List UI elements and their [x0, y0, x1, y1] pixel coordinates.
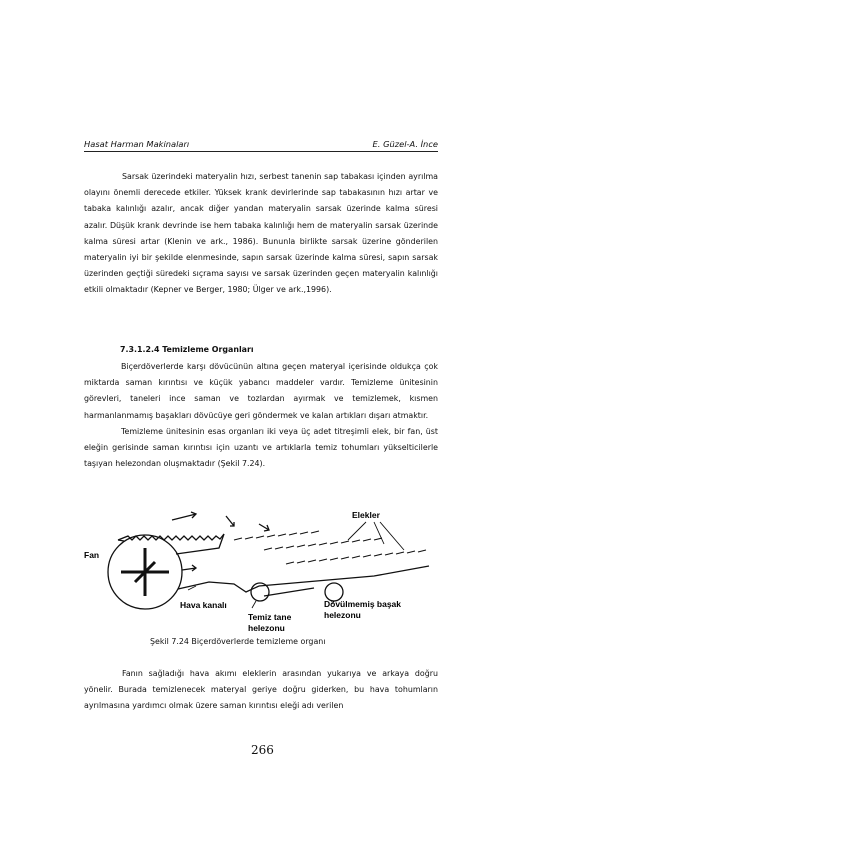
grain-flow-arrow [226, 516, 234, 526]
label-temiz-tane-helezonu: helezonu [248, 623, 285, 633]
cleaning-unit-diagram [84, 504, 440, 634]
page-number: 266 [251, 743, 274, 757]
figure-caption: Şekil 7.24 Biçerdöverlerde temizleme organı [150, 637, 326, 646]
section-heading: 7.3.1.2.4 Temizleme Organları [120, 345, 254, 354]
paragraph-text: Biçerdöverlerde karşı dövücünün altına geçen materyal içerisinde oldukça çok miktarda saman kırıntısı ve küçük yabancı maddeler vardır. Temizleme ünitesinin görevleri, taneleri ince saman ve tozlardan ayırmak ve temizlemek, kısmen harmanlanmamış başakları dövücüye geri göndermek ve kalan artıkları dışarı atmaktır. [84, 362, 438, 420]
sieve-leader-lines [348, 522, 404, 550]
air-flow-arrow [259, 524, 269, 531]
lower-sieve [286, 550, 426, 564]
upper-sieve [234, 531, 382, 550]
air-flow-arrow [172, 512, 196, 520]
fan-air-arrow [182, 565, 196, 571]
label-dovulmemis-basak: Dövülmemiş başak [324, 599, 402, 609]
label-elekler: Elekler [352, 510, 380, 520]
header-authors: E. Güzel-A. İnce [372, 139, 438, 149]
paragraph-text: Fanın sağladığı hava akımı eleklerin arasından yukarıya ve arkaya doğru yönelir. Burada temizlenecek materyal geriye doğru giderken, bu hava tohumların ayrılmasına yardımcı olmak üzere saman kırıntısı eleği adı verilen [84, 669, 438, 711]
label-dovulmemis-helezonu: helezonu [324, 610, 361, 620]
label-hava-kanali: Hava kanalı [180, 600, 227, 610]
label-temiz-tane: Temiz tane [248, 612, 292, 622]
fan-blades [121, 548, 169, 596]
paragraph-text: Sarsak üzerindeki materyalin hızı, serbest tanenin sap tabakası içinden ayrılma olayını önemli derecede etkiler. Yüksek krank devirlerinde sap tabakasının hızı artar ve tabaka kalınlığı azalır, ancak diğer yandan materyalin sarsak üzerinde kalma süresi azalır. Düşük krank devrinde ise hem tabaka kalınlığı hem de materyalin sarsak üzerinde kalma süresi artar (Klenin ve ark., 1986). Bununla birlikte sarsak üzerine gönderilen materyalin iyi bir şekilde elenmesinde, sapın sarsak üzerinde kalma süresi, sapın sarsak üzerinden geçtiği süredeki sıçrama sayısı ve sarsak üzerinden geçen materyalin kalınlığı etkili olmaktadır (Kepner ve Berger, 1980; Ülger ve ark.,1996). [84, 172, 438, 295]
air-duct-lower [178, 582, 259, 592]
body-paragraph-1 [84, 169, 438, 299]
header-book-title: Hasat Harman Makinaları [84, 139, 190, 149]
paragraph-text: Temizleme ünitesinin esas organları iki veya üç adet titreşimli elek, bir fan, üst eleğin gerisinde saman kırıntısı için uzantı ve artıklarla temiz tohumları yükselticilerle taşıyan helezondan oluşmaktadır (Şekil 7.24). [84, 426, 438, 469]
figure-cleaning-unit [84, 504, 440, 634]
running-header [84, 139, 438, 152]
label-fan: Fan [84, 550, 100, 560]
body-paragraph-2 [84, 359, 438, 472]
body-paragraph-4 [84, 666, 438, 715]
